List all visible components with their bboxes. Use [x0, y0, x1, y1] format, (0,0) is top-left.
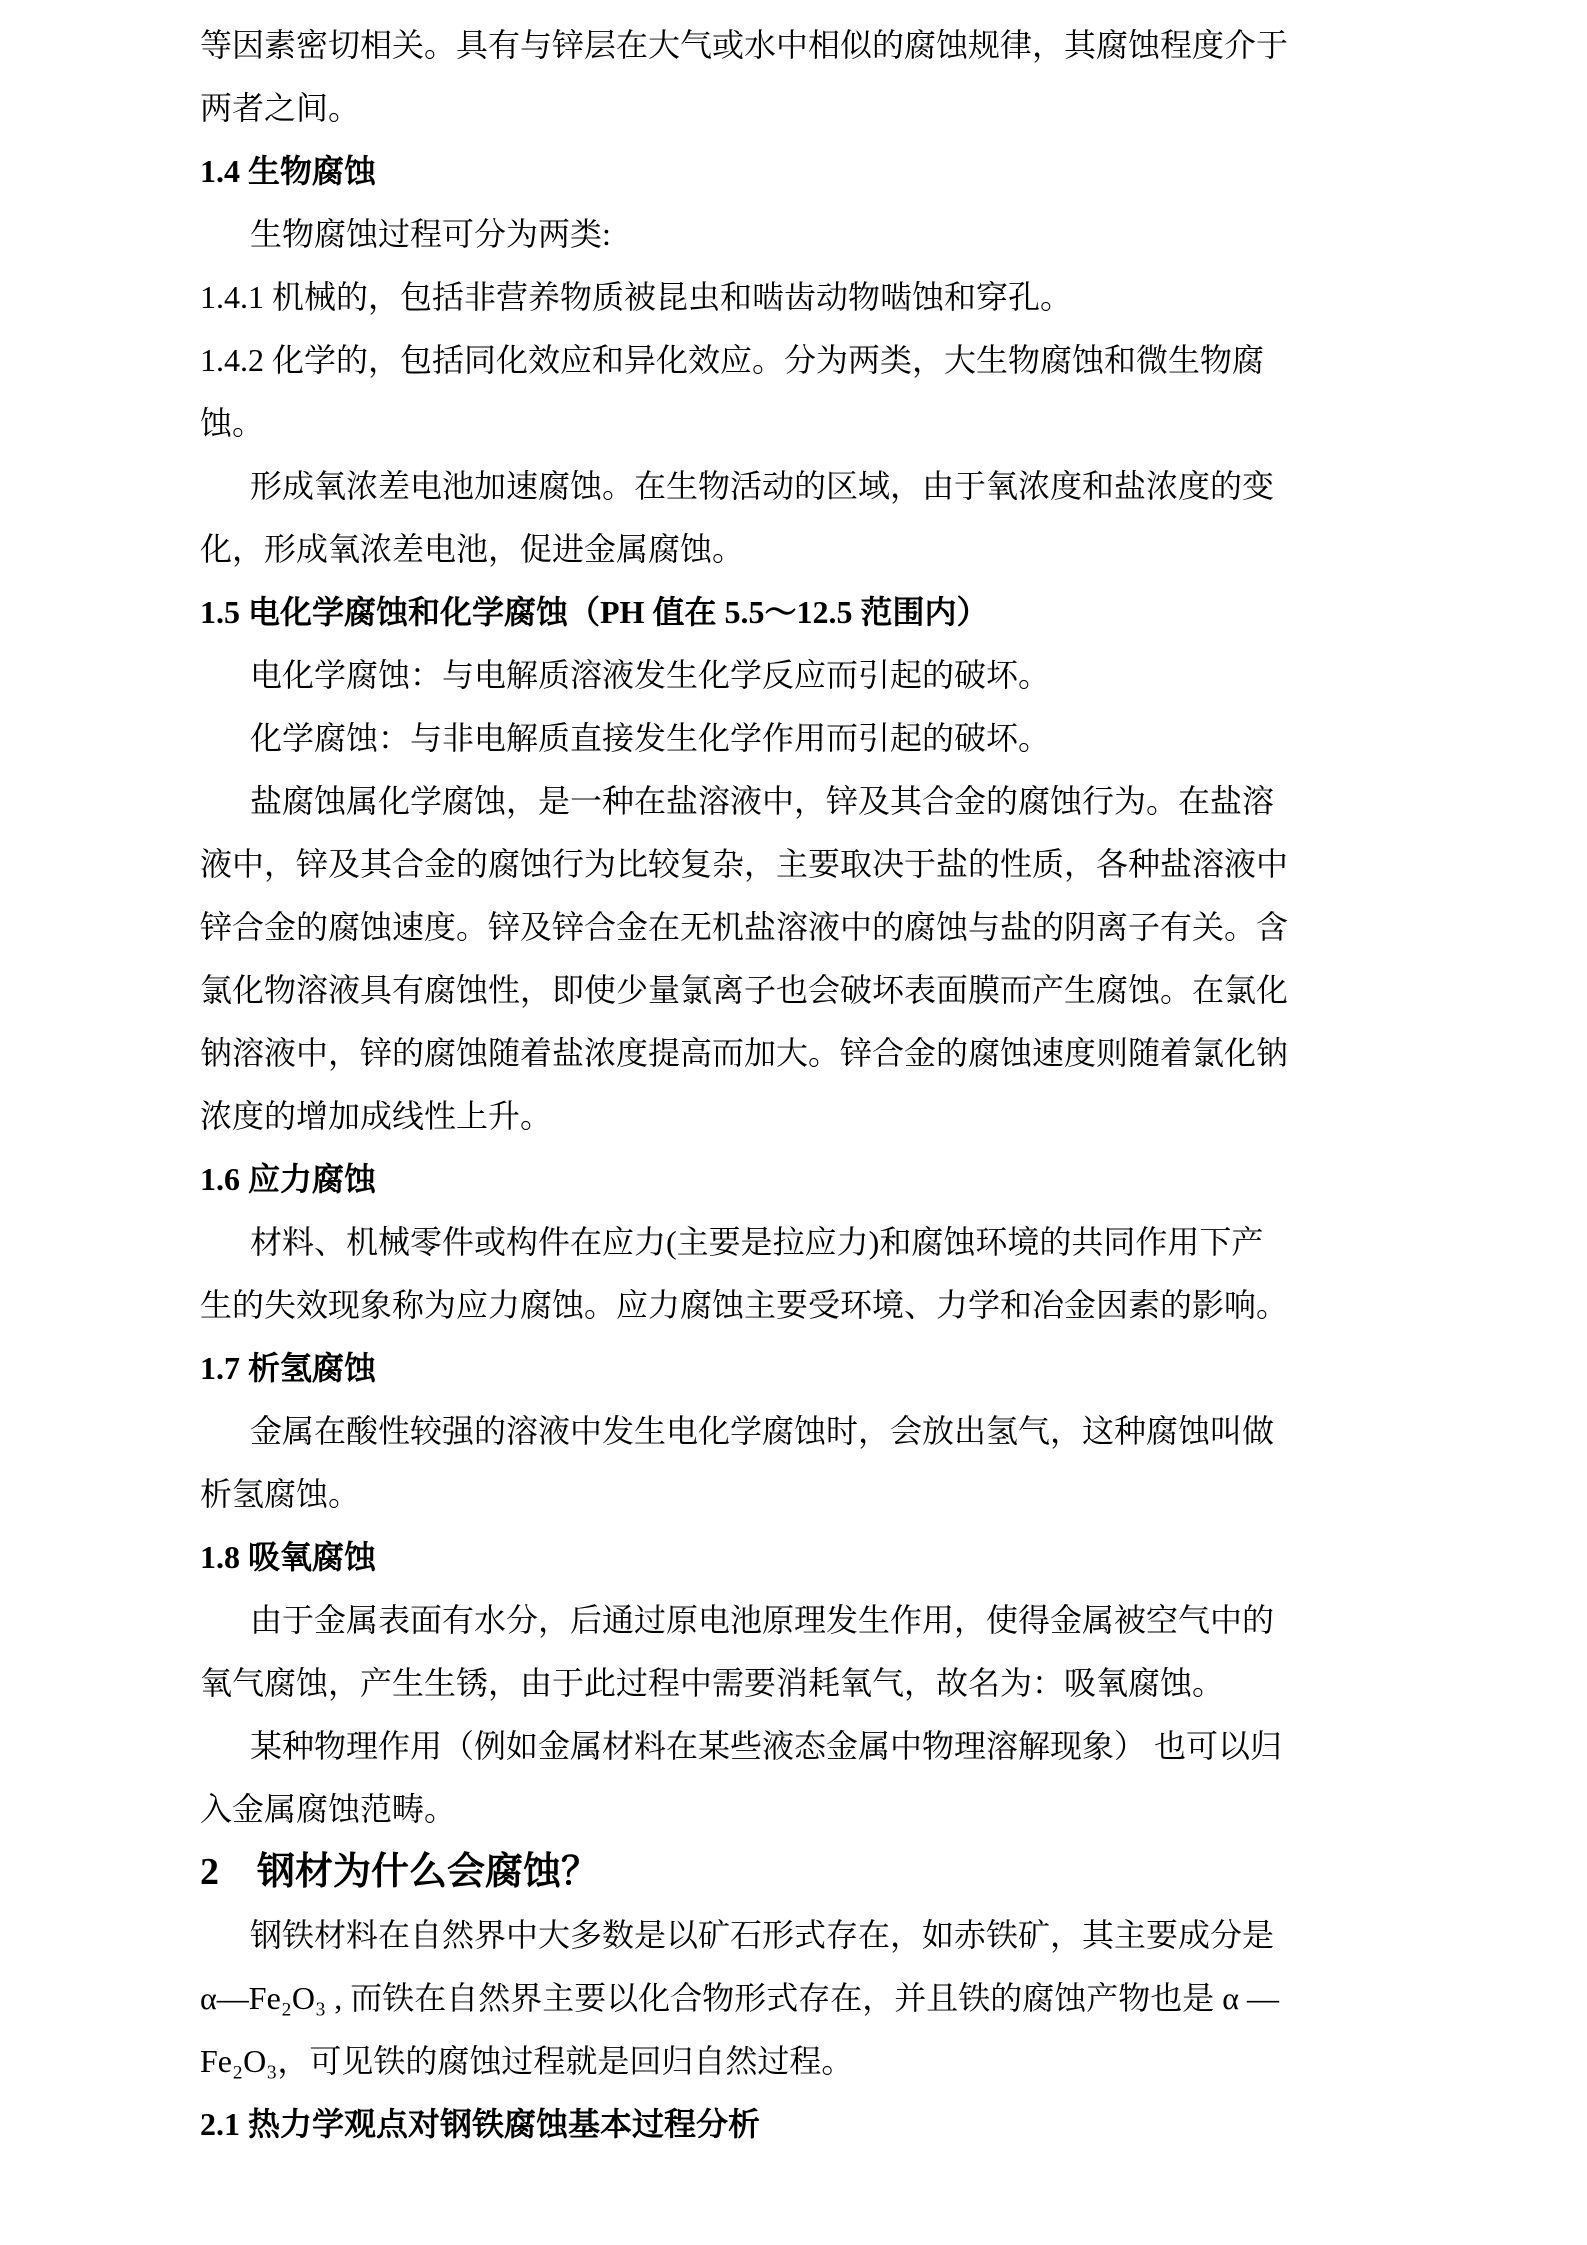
paragraph-line: 浓度的增加成线性上升。	[200, 1098, 553, 1134]
heading-1-7: 1.7 析氢腐蚀	[200, 1350, 377, 1386]
paragraph-line: 两者之间。	[200, 90, 361, 126]
paragraph-line: 1.4.1 机械的，包括非营养物质被昆虫和啮齿动物啮蚀和穿孔。	[200, 279, 1073, 315]
paragraph-line: 入金属腐蚀范畴。	[200, 1791, 457, 1827]
heading-1-4: 1.4 生物腐蚀	[200, 153, 377, 189]
paragraph-line: 1.4.2 化学的，包括同化效应和异化效应。分为两类，大生物腐蚀和微生物腐	[200, 342, 1265, 378]
paragraph-line: 蚀。	[200, 405, 265, 441]
heading-1-6: 1.6 应力腐蚀	[200, 1161, 377, 1197]
paragraph-line: 钠溶液中，锌的腐蚀随着盐浓度提高而加大。锌合金的腐蚀速度则随着氯化钠	[200, 1035, 1289, 1071]
paragraph-line: 形成氧浓差电池加速腐蚀。在生物活动的区域，由于氧浓度和盐浓度的变	[250, 468, 1275, 504]
paragraph-line: 化学腐蚀：与非电解质直接发生化学作用而引起的破坏。	[250, 720, 1051, 756]
paragraph-line: 等因素密切相关。具有与锌层在大气或水中相似的腐蚀规律，其腐蚀程度介于	[200, 27, 1289, 63]
paragraph-line: 钢铁材料在自然界中大多数是以矿石形式存在，如赤铁矿，其主要成分是	[250, 1917, 1275, 1953]
paragraph-line: 氧气腐蚀，产生生锈，由于此过程中需要消耗氧气，故名为：吸氧腐蚀。	[200, 1665, 1225, 1701]
paragraph-line: 氯化物溶液具有腐蚀性，即使少量氯离子也会破坏表面膜而产生腐蚀。在氯化	[200, 972, 1289, 1008]
paragraph-line: 由于金属表面有水分，后通过原电池原理发生作用，使得金属被空气中的	[250, 1602, 1275, 1638]
heading-1-8: 1.8 吸氧腐蚀	[200, 1539, 377, 1575]
paragraph-line: 液中，锌及其合金的腐蚀行为比较复杂，主要取决于盐的性质，各种盐溶液中	[200, 846, 1289, 882]
paragraph-line: 材料、机械零件或构件在应力(主要是拉应力)和腐蚀环境的共同作用下产	[250, 1224, 1264, 1260]
paragraph-line: 化，形成氧浓差电池，促进金属腐蚀。	[200, 531, 745, 567]
paragraph-line: 生的失效现象称为应力腐蚀。应力腐蚀主要受环境、力学和冶金因素的影响。	[200, 1287, 1289, 1323]
paragraph-line: 电化学腐蚀：与电解质溶液发生化学反应而引起的破坏。	[250, 657, 1051, 693]
paragraph-line: Fe₂O₃，可见铁的腐蚀过程就是回归自然过程。	[200, 2043, 854, 2079]
paragraph-line: 盐腐蚀属化学腐蚀，是一种在盐溶液中，锌及其合金的腐蚀行为。在盐溶	[250, 783, 1275, 819]
heading-1-5: 1.5 电化学腐蚀和化学腐蚀（PH 值在 5.5～12.5 范围内）	[200, 594, 989, 630]
heading-2-1: 2.1 热力学观点对钢铁腐蚀基本过程分析	[200, 2106, 761, 2142]
paragraph-line: 某种物理作用（例如金属材料在某些液态金属中物理溶解现象） 也可以归	[250, 1728, 1283, 1764]
paragraph-line: 锌合金的腐蚀速度。锌及锌合金在无机盐溶液中的腐蚀与盐的阴离子有关。含	[200, 909, 1289, 945]
paragraph-line: 析氢腐蚀。	[200, 1476, 361, 1512]
paragraph-line: 生物腐蚀过程可分为两类:	[250, 216, 611, 252]
paragraph-line: 金属在酸性较强的溶液中发生电化学腐蚀时，会放出氢气，这种腐蚀叫做	[250, 1413, 1275, 1449]
paragraph-line: α—Fe₂O₃ , 而铁在自然界主要以化合物形式存在，并且铁的腐蚀产物也是 α —	[200, 1980, 1279, 2016]
chapter-heading-2: 2 钢材为什么会腐蚀？	[200, 1851, 600, 1893]
